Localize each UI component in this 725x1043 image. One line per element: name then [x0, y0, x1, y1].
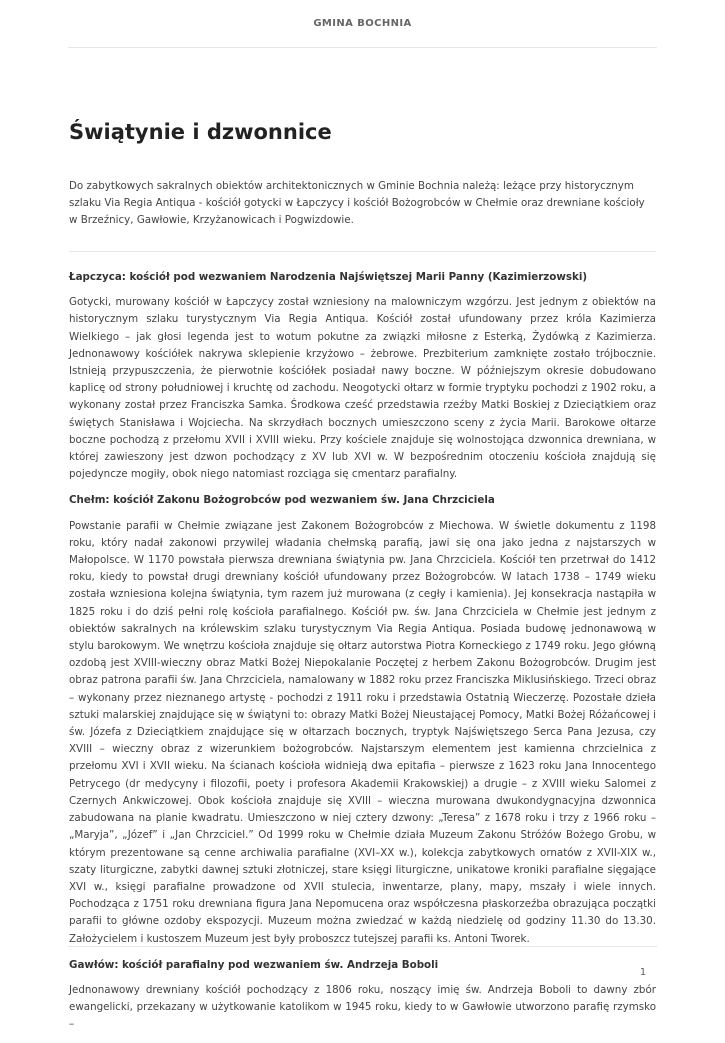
divider	[69, 251, 656, 252]
section-text: Powstanie parafii w Chełmie związane jest Zakonem Bożogrobców z Miechowa. W świetle dokumentu z 1198 roku, który nadał zakonowi przywilej władania chełmską parafią, jawi się ona jako jedna z najstarszych w Małopolsce. W 1170 powstała pierwsza drewniana świątynia pw. Jana Chrzciciela. Kościół ten przetrwał do 1412 roku, kiedy to powstał drugi drewniany kościół ufundowany przez Bożogrobców. W latach 1738 – 1749 wieku została wzniesiona kolejna świątynia, tym razem już murowana (z cegły i kamienia). Jej konsekracja nastąpiła w 1825 roku i do dziś pełni rolę kościoła parafialnego. Kościół pw. św. Jana Chrzciciela w Chełmie jest jednym z obiektów sakralnych na królewskim szlaku turystycznym Via Regia Antiqua. Posiada budowę jednonawową w stylu barokowym. We wnętrzu kościoła znajduje się ołtarz autorstwa Piotra Korneckiego z 1749 roku. Jego główną ozdobą jest XVIII-wieczny obraz Matki Bożej Niepokalanie Poczętej z herbem Zakonu Bożogrobców. Drugim jest obraz patrona parafii św. Jana Chrzciciela, namalowany w 1882 roku przez Franciszka Miklusińskiego. Trzeci obraz – wykonany przez nieznanego artystę - pochodzi z 1911 roku i przedstawia Ostatnią Wieczerzę. Pozostałe dzieła sztuki malarskiej znajdujące się w świątyni to: obrazy Matki Bożej Nieustającej Pomocy, Matki Bożej Różańcowej i św. Józefa z Dzieciątkiem znajdujące się w ołtarzach bocznych, tryptyk Najświętszego Serca Pana Jezusa, czy XVIII – wieczny obraz z wizerunkiem bożogrobców. Najstarszym elementem jest kamienna chrzcielnica z przełomu XVI i XVII wieku. Na ścianach kościoła widnieją dwa epitafia – pierwsze z 1623 roku Jana Innocentego Petrycego (dr medycyny i filozofii, poety i profesora Akademii Krakowskiej) a drugie – z XVIII wieku Salomei z Czernych Ankwiczowej. Obok kościoła znajduje się XVIII – wieczna murowana dwukondygnacyjna dzwonnica zabudowana na planie kwadratu. Umieszczono w niej cztery dzwony: „Teresa” z 1678 roku i trzy z 1966 roku – „Maryja”, „Józef” i „Jan Chrzciciel.” Od 1999 roku w Chełmie działa Muzeum Zakonu Stróżów Bożego Grobu, w którym prezentowane są cenne archiwalia parafialne (XVI–XX w.), kolekcja zabytkowych ornatów z XVII-XIX w., szaty liturgiczne, zabytki dawnej sztuki złotniczej, stare księgi liturgiczne, unikatowe kroniki parafialne sięgające XVI w., księgi parafialne prowadzone od XVII stulecia, inwentarze, plany, mapy, mszały i wiele innych. Pochodząca z 1751 roku drewniana figura Jana Nepomucena oraz współczesna płaskorzeźba obrazująca początki parafii to główne ozdoby ekspozycji. Muzeum można zwiedzać w każdą niedzielę od godziny 11.30 do 13.30. Założycielem i kustoszem Muzeum jest były proboszcz tutejszej parafii ks. Antoni Tworek.	[69, 519, 656, 945]
section-heading: Gawłów: kościół parafialny pod wezwaniem św. Andrzeja Boboli	[69, 958, 439, 971]
page-header	[68, 0, 657, 48]
footer-divider	[68, 946, 657, 947]
section-lapczyca	[69, 269, 656, 483]
section-text: Gotycki, murowany kościół w Łapczycy został wzniesiony na malowniczym wzgórzu. Jest jednym z obiektów na historycznym szlaku turystycznym Via Regia Antiqua. Kościół został ufundowany przez króla Kazimierza Wielkiego – jak głosi legenda jest to wotum pokutne za związki miłosne z Esterką, Żydówką z Kazimierza. Jednonawowy kościółek nakrywa sklepienie krzyżowo – żebrowe. Prezbiterium zamknięte zostało trójbocznie. Istnieją przypuszczenia, że pierwotnie kościółek posiadał nawy boczne. W późniejszym okresie dobudowano kaplicę od strony południowej i kruchtę od zachodu. Neogotycki ołtarz w formie tryptyku pochodzi z 1902 roku, a wykonany został przez Franciszka Samka. Środkowa cześć przedstawia rzeźby Matki Boskiej z Dzieciątkiem oraz świętych Stanisława i Wojciecha. Na skrzydłach bocznych umieszczono sceny z życia Marii. Barokowe ołtarze boczne pochodzą z przełomu XVII i XVIII wieku. Przy kościele znajduje się wolnostojąca dzwonnica drewniana, w której zawieszony jest dzwon pochodzący z XV lub XVI w. W bezpośrednim otoczeniu kościoła znajdują się pojedyncze mogiły, obok niego natomiast rozciąga się cmentarz parafialny.	[69, 296, 656, 481]
page-number: 1	[639, 967, 646, 978]
section-text: Jednonawowy drewniany kościół pochodzący z 1806 roku, noszący imię św. Andrzeja Boboli to dawny zbór ewangelicki, przekazany w użytkowanie katolikom w 1945 roku, kiedy to w Gawłowie utworzono parafię rzymsko –	[69, 983, 656, 1031]
sections-list	[69, 269, 656, 1043]
intro-paragraph: Do zabytkowych sakralnych obiektów architektonicznych w Gminie Bochnia należą: leżące przy historycznym szlaku Via Regia Antiqua - kościół gotycki w Łapczycy i kościół Bożogrobców w Chełmie oraz drewniane kościoły w Brzeźnicy, Gawłowie, Krzyżanowicach i Pogwizdowie.	[69, 180, 645, 227]
section-heading: Chełm: kościół Zakonu Bożogrobców pod wezwaniem św. Jana Chrzciciela	[69, 494, 495, 507]
section-heading: Łapczyca: kościół pod wezwaniem Narodzenia Najświętszej Marii Panny (Kazimierzowski)	[69, 271, 588, 283]
section-chelm	[69, 492, 656, 947]
section-gawlow	[69, 957, 656, 1034]
page-title: Świątynie i dzwonnice	[69, 120, 332, 144]
site-title: GMINA BOCHNIA	[313, 18, 412, 29]
